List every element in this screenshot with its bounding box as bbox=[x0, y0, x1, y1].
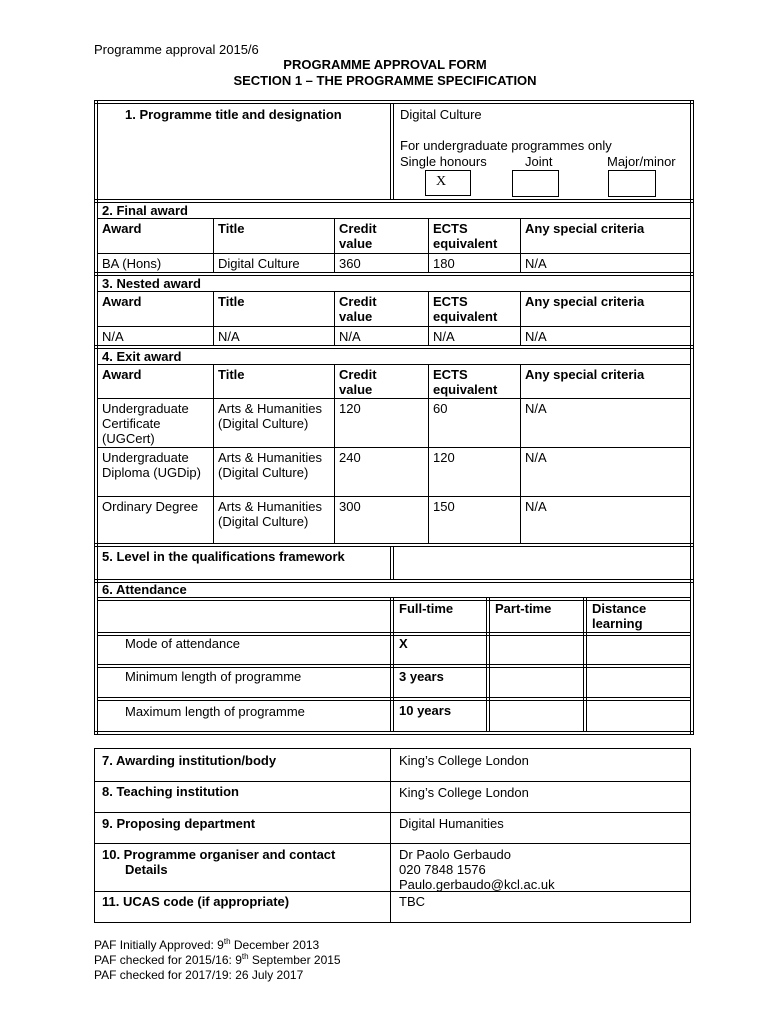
s4-row3-criteria: N/A bbox=[525, 499, 547, 514]
s2-award: BA (Hons) bbox=[102, 256, 162, 271]
maximum-part-time-value bbox=[490, 701, 500, 705]
programme-organiser-label-cont: Details bbox=[125, 862, 168, 877]
mode-distance-value bbox=[587, 634, 597, 638]
maximum-length-label: Maximum length of programme bbox=[125, 704, 305, 719]
s4-header-award: Award bbox=[102, 367, 142, 382]
s4-row2-title: Arts & Humanities (Digital Culture) bbox=[218, 450, 323, 480]
mode-full-time-value: X bbox=[399, 636, 408, 651]
teaching-institution-label: 8. Teaching institution bbox=[102, 784, 239, 799]
s3-title: N/A bbox=[218, 329, 240, 344]
section-1-label: 1. Programme title and designation bbox=[125, 107, 342, 122]
section-4-label: 4. Exit award bbox=[102, 349, 182, 364]
attendance-col-distance: Distance learning bbox=[592, 601, 647, 631]
ucas-code-value: TBC bbox=[399, 894, 425, 909]
qualification-level-value bbox=[395, 547, 405, 551]
s2-credit: 360 bbox=[339, 256, 361, 271]
organiser-phone: 020 7848 1576 bbox=[399, 862, 486, 877]
awarding-institution-value: King’s College London bbox=[399, 753, 529, 768]
attendance-col-part-time: Part-time bbox=[495, 601, 552, 616]
footer-checked-2015: PAF checked for 2015/16: 9th September 2015 bbox=[94, 952, 341, 967]
s4-header-credit: Credit value bbox=[339, 367, 377, 397]
proposing-department-value: Digital Humanities bbox=[399, 816, 504, 831]
s2-header-ects: ECTS equivalent bbox=[433, 221, 498, 251]
s2-header-credit: Credit value bbox=[339, 221, 377, 251]
s3-header-title: Title bbox=[218, 294, 245, 309]
s4-row2-criteria: N/A bbox=[525, 450, 547, 465]
s3-header-credit: Credit value bbox=[339, 294, 377, 324]
s4-header-ects: ECTS equivalent bbox=[433, 367, 498, 397]
mode-of-attendance-label: Mode of attendance bbox=[125, 636, 240, 651]
s4-row2-award: Undergraduate Diploma (UGDip) bbox=[102, 450, 201, 480]
attendance-col-full-time: Full-time bbox=[399, 601, 454, 616]
s2-criteria: N/A bbox=[525, 256, 547, 271]
s2-header-award: Award bbox=[102, 221, 142, 236]
s3-header-ects: ECTS equivalent bbox=[433, 294, 498, 324]
s4-row3-credit: 300 bbox=[339, 499, 361, 514]
minimum-full-time-value: 3 years bbox=[399, 669, 444, 684]
running-header: Programme approval 2015/6 bbox=[94, 42, 259, 57]
s3-criteria: N/A bbox=[525, 329, 547, 344]
proposing-department-label: 9. Proposing department bbox=[102, 816, 256, 831]
s4-row3-award: Ordinary Degree bbox=[102, 499, 199, 514]
s3-award: N/A bbox=[102, 329, 124, 344]
option-joint-label: Joint bbox=[525, 154, 553, 169]
mode-part-time-value bbox=[490, 634, 500, 638]
ug-note: For undergraduate programmes only bbox=[400, 138, 612, 153]
s4-row2-credit: 240 bbox=[339, 450, 361, 465]
section-3-label: 3. Nested award bbox=[102, 276, 201, 291]
section-title: SECTION 1 – THE PROGRAMME SPECIFICATION bbox=[233, 73, 537, 88]
single-honours-mark: X bbox=[436, 174, 447, 189]
s3-header-award: Award bbox=[102, 294, 142, 309]
s2-ects: 180 bbox=[433, 256, 455, 271]
s2-header-title: Title bbox=[218, 221, 245, 236]
minimum-part-time-value bbox=[490, 667, 500, 671]
section-2-label: 2. Final award bbox=[102, 203, 188, 218]
footer-initial-approval: PAF Initially Approved: 9th December 2013 bbox=[94, 937, 320, 952]
s2-title: Digital Culture bbox=[218, 256, 300, 271]
s4-header-title: Title bbox=[218, 367, 245, 382]
s4-row1-title: Arts & Humanities (Digital Culture) bbox=[218, 401, 323, 431]
programme-organiser-label: 10. Programme organiser and contact bbox=[102, 847, 336, 862]
minimum-distance-value bbox=[587, 667, 597, 671]
joint-box[interactable] bbox=[512, 170, 559, 197]
option-single-honours-label: Single honours bbox=[400, 154, 487, 169]
minimum-length-label: Minimum length of programme bbox=[125, 669, 302, 684]
organiser-name: Dr Paolo Gerbaudo bbox=[399, 847, 512, 862]
footer-checked-2017: PAF checked for 2017/19: 26 July 2017 bbox=[94, 968, 304, 982]
section-6-label: 6. Attendance bbox=[102, 582, 187, 597]
programme-title-value: Digital Culture bbox=[400, 107, 482, 122]
s4-row3-ects: 150 bbox=[433, 499, 455, 514]
s2-header-criteria: Any special criteria bbox=[525, 221, 645, 236]
s4-row1-criteria: N/A bbox=[525, 401, 547, 416]
s4-header-criteria: Any special criteria bbox=[525, 367, 645, 382]
s4-row2-ects: 120 bbox=[433, 450, 455, 465]
s3-header-criteria: Any special criteria bbox=[525, 294, 645, 309]
awarding-institution-label: 7. Awarding institution/body bbox=[102, 753, 277, 768]
single-honours-box[interactable] bbox=[425, 170, 471, 196]
ucas-code-label: 11. UCAS code (if appropriate) bbox=[102, 894, 290, 909]
maximum-full-time-value: 10 years bbox=[399, 703, 452, 718]
s3-credit: N/A bbox=[339, 329, 361, 344]
s3-ects: N/A bbox=[433, 329, 455, 344]
section-5-label: 5. Level in the qualifications framework bbox=[102, 549, 345, 564]
organiser-email[interactable]: Paulo.gerbaudo@kcl.ac.uk bbox=[399, 877, 555, 892]
s4-row3-title: Arts & Humanities (Digital Culture) bbox=[218, 499, 323, 529]
s4-row1-credit: 120 bbox=[339, 401, 361, 416]
major-minor-box[interactable] bbox=[608, 170, 656, 197]
s4-row1-award: Undergraduate Certificate (UGCert) bbox=[102, 401, 189, 446]
teaching-institution-value: King’s College London bbox=[399, 785, 529, 800]
option-major-minor-label: Major/minor bbox=[607, 154, 676, 169]
s4-row1-ects: 60 bbox=[433, 401, 448, 416]
footer-notes bbox=[94, 938, 341, 983]
maximum-distance-value bbox=[587, 701, 597, 705]
form-title: PROGRAMME APPROVAL FORM bbox=[283, 57, 487, 72]
